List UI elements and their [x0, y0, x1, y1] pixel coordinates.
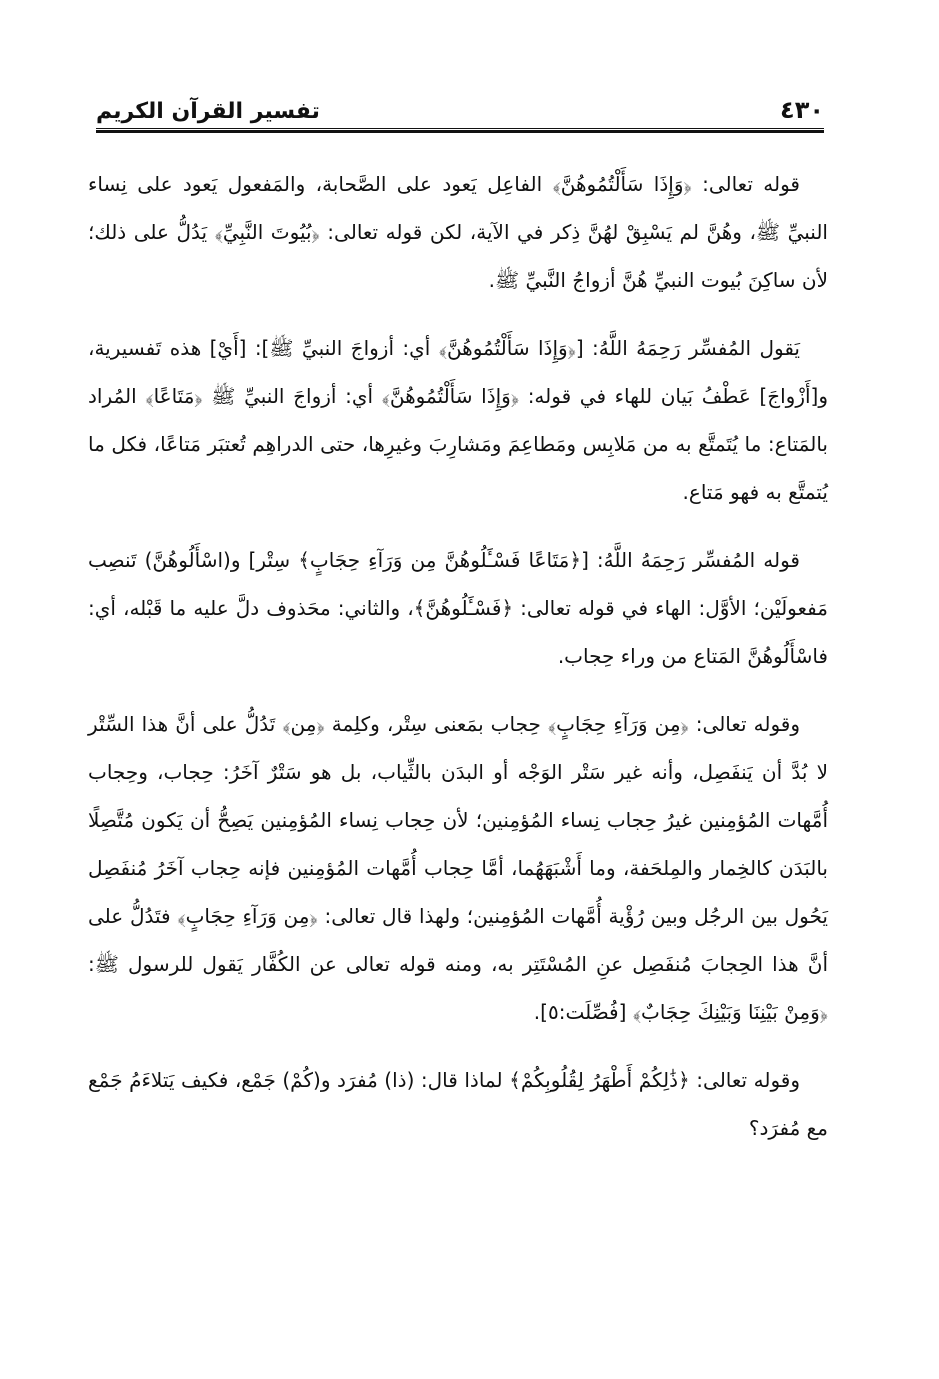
page-number: ٤٣٠: [780, 96, 824, 124]
paragraph-3: قوله المُفسِّر رَحِمَهُ اللَّهُ: [﴿مَتَاعًا فَسْـَٔلُوهُنَّ مِن وَرَآءِ حِجَابٍ﴾ سِتْر] و(اسْأَلُوهُنَّ) تَنصِب مَفعولَيْن؛ الأوَّل: الهاء في قوله تعالى: ﴿فَسْـَٔلُوهُنَّ﴾، والثاني: محَذوف دلَّ عليه ما قَبْله، أي: فاسْأَلُوهُنَّ المَتاع من وراء حِجاب.: [88, 548, 828, 668]
paragraph-4: وقوله تعالى: ﴿مِن وَرَآءِ حِجَابٍ﴾ حِجاب بمَعنى سِتْر، وكلِمة ﴿مِن﴾ تَدُلُّ على أنَّ هذا السِّتْر لا بُدَّ أن يَنفَصِل، وأنه غير سَتْر الوَجْه أو البدَن بالثِّياب، بل هو سَتْرٌ آخَرُ: حِجاب، وحِجاب أُمَّهات المُؤمِنين غيرُ حِجاب نِساء المُؤمِنين؛ لأن حِجاب نِساء المُؤمِنين يَصِحُّ أن يَكون مُتَّصِلًا بالبَدَن كالخِمار والمِلحَفة، وما أَشْبَهَهُما، أمَّا حِجاب أُمَّهات المُؤمِنين فإنه حِجاب آخَرُ مُنفَصِل يَحُول بين الرجُل وبين رُؤْية أُمَّهات المُؤمِنين؛ ولهذا قال تعالى: ﴿مِن وَرَآءِ حِجَابٍ﴾ فتَدُلُّ على أنَّ هذا الحِجابَ مُنفَصِل عنِ المُسْتَتِر به، ومنه قوله تعالى عن الكُفَّار يَقول للرسول ﷺ: ﴿وَمِنْ بَيْنِنَا وَبَيْنِكَ حِجَابٌ﴾ [فُصِّلَت:٥].: [88, 712, 828, 1024]
paragraph-2: يَقول المُفسِّر رَحِمَهُ اللَّهُ: [﴿وَإِذَا سَأَلْتُمُوهُنَّ﴾ أي: أزواجَ النبيِّ ﷺ]: [أَيْ] هذه تَفسيرية، و[أَزْواجَ] عَطْفُ بَيان للهاء في قوله: ﴿وَإِذَا سَأَلْتُمُوهُنَّ﴾ أي: أزواجَ النبيِّ ﷺ ﴿مَتَاعًا﴾ المُراد بالمَتاع: ما يُتَمتَّع به من مَلابِس ومَطاعِمَ ومَشارِبَ وغيرِها، حتى الدراهِم تُعتبَر مَتاعًا، فكل ما يُتمتَّع به فهو مَتاع.: [88, 336, 828, 504]
paragraph-1: قوله تعالى: ﴿وَإِذَا سَأَلْتُمُوهُنَّ﴾ الفاعِل يَعود على الصَّحابة، والمَفعول يَعود على نِساء النبيِّ ﷺ، وهُنَّ لم يَسْبِقْ لهُنَّ ذِكر في الآية، لكن قوله تعالى: ﴿بُيُوتَ النَّبِيِّ﴾ يَدُلُّ على ذلك؛ لأن ساكِنَ بُيوت النبيِّ هُنَّ أزواجُ النَّبيِّ ﷺ.: [88, 172, 828, 292]
book-title: تفسير القرآن الكريم: [96, 99, 320, 124]
header-rule: [96, 128, 824, 129]
page-body: [88, 160, 828, 1172]
page-header: [96, 84, 824, 133]
paragraph-5: وقوله تعالى: ﴿ذَٰلِكُمْ أَطْهَرُ لِقُلُوبِكُمْ﴾ لماذا قال: (ذا) مُفرَد و(كُمْ) جَمْع، فكيف يَتلاءَمُ جَمْع مع مُفرَد؟: [88, 1068, 828, 1140]
